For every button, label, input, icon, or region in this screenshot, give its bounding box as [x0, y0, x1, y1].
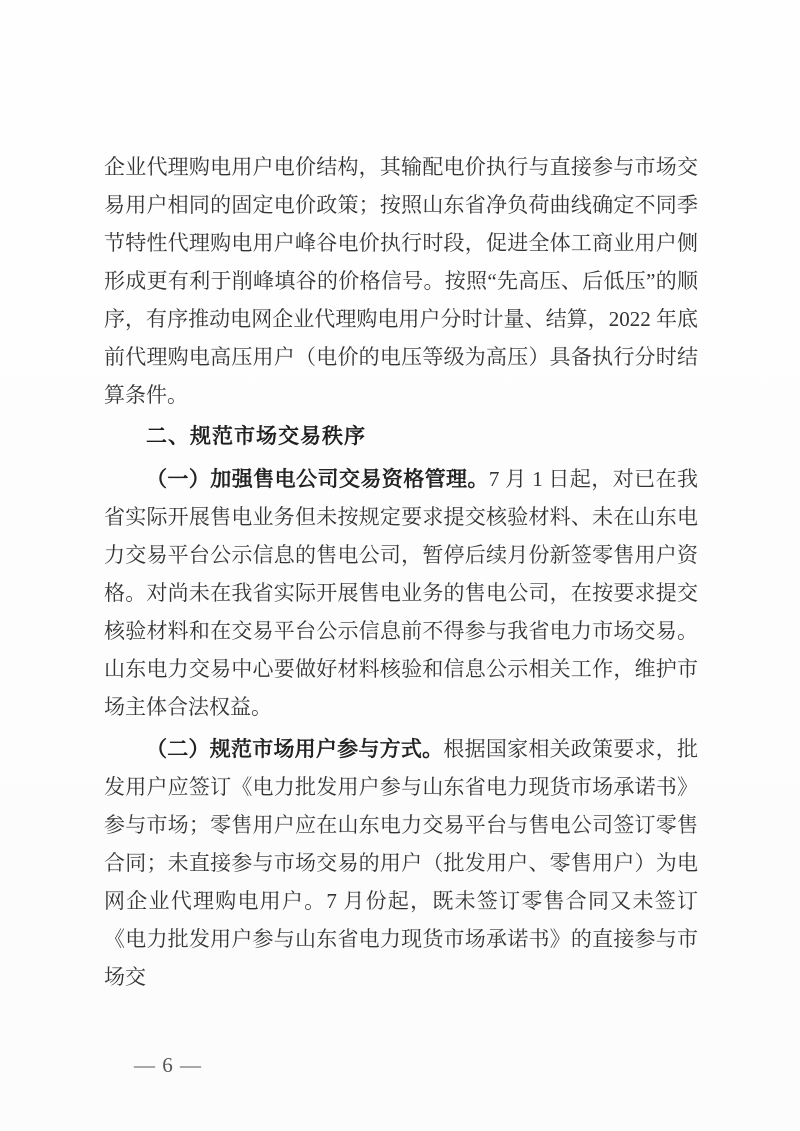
section-heading: 二、规范市场交易秩序 [146, 425, 366, 448]
item-2-lead: （二）规范市场用户参与方式。 [146, 737, 444, 761]
page-number: — 6 — [134, 1053, 202, 1077]
item-1-paragraph [104, 460, 698, 726]
document-body [104, 148, 698, 996]
item-1-lead: （一）加强售电公司交易资格管理。 [146, 467, 489, 491]
item-1-body: 7 月 1 日起，对已在我省实际开展售电业务但未按规定要求提交核验材料、未在山东电力交易平台公示信息的售电公司，暂停后续月份新签零售用户资格。对尚未在我省实际开展售电业务的售电公司，在按要求提交核验材料和在交易平台公示信息前不得参与我省电力市场交易。山东电力交易中心要做好材料核验和信息公示相关工作，维护市场主体合法权益。 [104, 467, 698, 719]
item-2-paragraph [104, 730, 698, 996]
continuation-paragraph: 企业代理购电用户电价结构，其输配电价执行与直接参与市场交易用户相同的固定电价政策；按照山东省净负荷曲线确定不同季节特性代理购电用户峰谷电价执行时段，促进全体工商业用户侧形成更有利于削峰填谷的价格信号。按照“先高压、后低压”的顺序，有序推动电网企业代理购电用户分时计量、结算，2022 年底前代理购电高压用户（电价的电压等级为高压）具备执行分时结算条件。 [104, 155, 698, 407]
item-2-body: 根据国家相关政策要求，批发用户应签订《电力批发用户参与山东省电力现货市场承诺书》参与市场；零售用户应在山东电力交易平台与售电公司签订零售合同；未直接参与市场交易的用户（批发用户、零售用户）为电网企业代理购电用户。7 月份起，既未签订零售合同又未签订《电力批发用户参与山东省电力现货市场承诺书》的直接参与市场交 [104, 737, 698, 989]
